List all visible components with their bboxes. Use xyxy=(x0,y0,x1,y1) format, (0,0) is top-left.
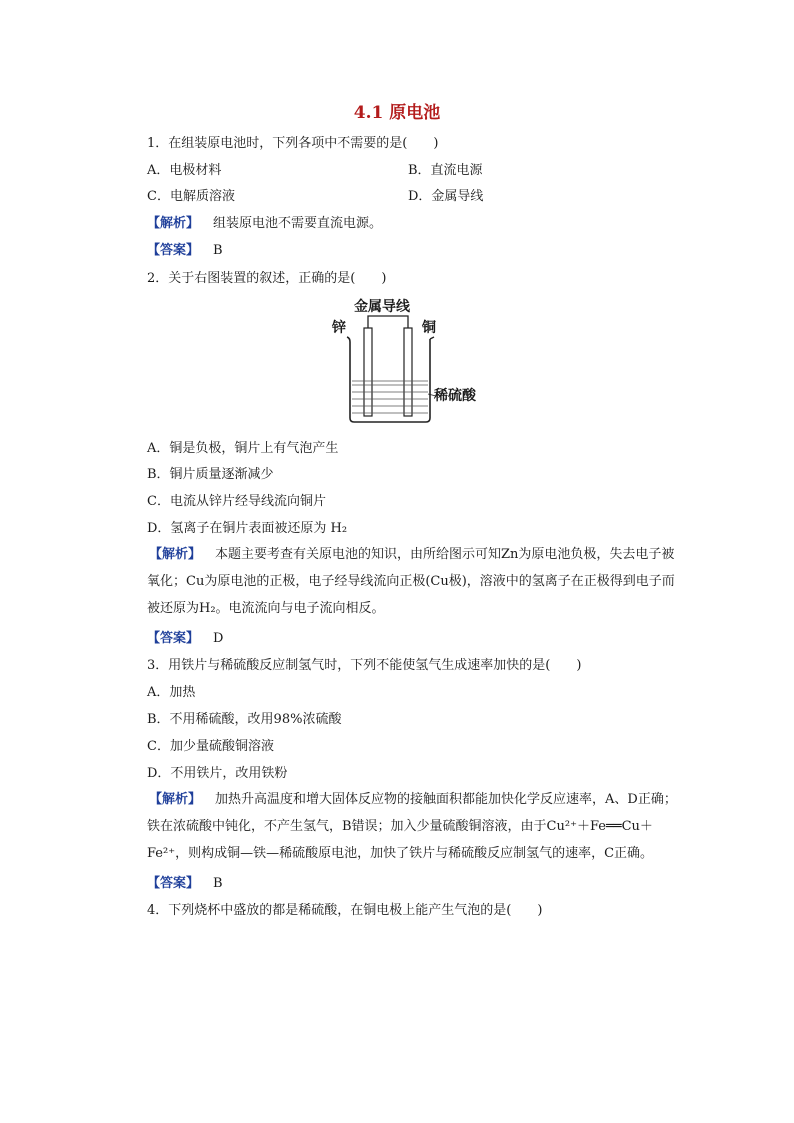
q1-analysis xyxy=(147,215,382,233)
q1-option-c: C．电解质溶液 xyxy=(147,189,235,204)
q1-option-d: D．金属导线 xyxy=(408,189,484,204)
q1-answer-value: B xyxy=(213,243,223,258)
figure-zinc-label: 锌 xyxy=(332,320,346,336)
galvanic-cell-figure xyxy=(330,292,490,432)
q3-analysis-text: 加热升高温度和增大固体反应物的接触面积都能加快化学反应速率，A、D正确；铁在浓硫酸中钝化，不产生氢气，B错误；加入少量硫酸铜溶液，由于Cu²⁺＋Fe══Cu＋Fe²⁺，则构成铜—铁—稀硫酸原电池，加快了铁片与稀硫酸反应制氢气的速率，C正确。 xyxy=(147,792,677,861)
q1-option-b: B．直流电源 xyxy=(408,163,483,178)
q3-analysis xyxy=(147,786,677,867)
q3-option-d: D．不用铁片，改用铁粉 xyxy=(147,766,288,781)
q3-stem: 3．用铁片与稀硫酸反应制氢气时，下列不能使氢气生成速率加快的是( ) xyxy=(147,658,582,673)
answer-tag: 【答案】 xyxy=(147,631,200,646)
zinc-electrode xyxy=(364,328,372,416)
figure-copper-label: 铜 xyxy=(422,320,436,336)
q2-option-a: A．铜是负极，铜片上有气泡产生 xyxy=(147,441,339,456)
copper-electrode xyxy=(404,328,412,416)
beaker-lip xyxy=(430,337,434,339)
q1-stem: 1．在组装原电池时，下列各项中不需要的是( ) xyxy=(147,136,439,151)
q2-analysis-text: 本题主要考查有关原电池的知识，由所给图示可知Zn为原电池负极，失去电子被氧化；Cu为原电池的正极，电子经导线流向正极(Cu极)，溶液中的氢离子在正极得到电子而被还原为H₂。电流流向与电子流向相反。 xyxy=(147,547,675,616)
q3-answer xyxy=(147,875,223,893)
q3-option-c: C．加少量硫酸铜溶液 xyxy=(147,739,274,754)
acid-liquid xyxy=(352,381,428,413)
q1-analysis-text: 组装原电池不需要直流电源。 xyxy=(213,216,383,231)
q2-answer xyxy=(147,630,223,648)
figure-acid-label: 稀硫酸 xyxy=(434,388,476,404)
analysis-tag: 【解析】 xyxy=(147,216,200,231)
answer-tag: 【答案】 xyxy=(147,243,200,258)
q2-stem: 2．关于右图装置的叙述，正确的是( ) xyxy=(147,271,387,286)
q2-option-d: D．氢离子在铜片表面被还原为 H₂ xyxy=(147,521,348,536)
q3-answer-value: B xyxy=(213,876,223,891)
wire-shape xyxy=(368,316,408,328)
q3-option-a: A．加热 xyxy=(147,685,196,700)
page-title: 4.1 原电池 xyxy=(353,103,441,123)
analysis-tag: 【解析】 xyxy=(149,792,202,807)
q1-option-a: A．电极材料 xyxy=(147,163,222,178)
q2-analysis xyxy=(147,541,677,622)
q2-option-b: B．铜片质量逐渐减少 xyxy=(147,467,274,482)
q3-option-b: B．不用稀硫酸，改用98%浓硫酸 xyxy=(147,712,342,727)
beaker-shape xyxy=(347,337,430,422)
q2-answer-value: D xyxy=(213,631,224,646)
figure-wire-label: 金属导线 xyxy=(354,299,410,315)
q1-answer xyxy=(147,242,223,260)
q2-option-c: C．电流从锌片经导线流向铜片 xyxy=(147,494,326,509)
analysis-tag: 【解析】 xyxy=(149,547,202,562)
answer-tag: 【答案】 xyxy=(147,876,200,891)
q4-stem: 4．下列烧杯中盛放的都是稀硫酸，在铜电极上能产生气泡的是( ) xyxy=(147,903,543,918)
